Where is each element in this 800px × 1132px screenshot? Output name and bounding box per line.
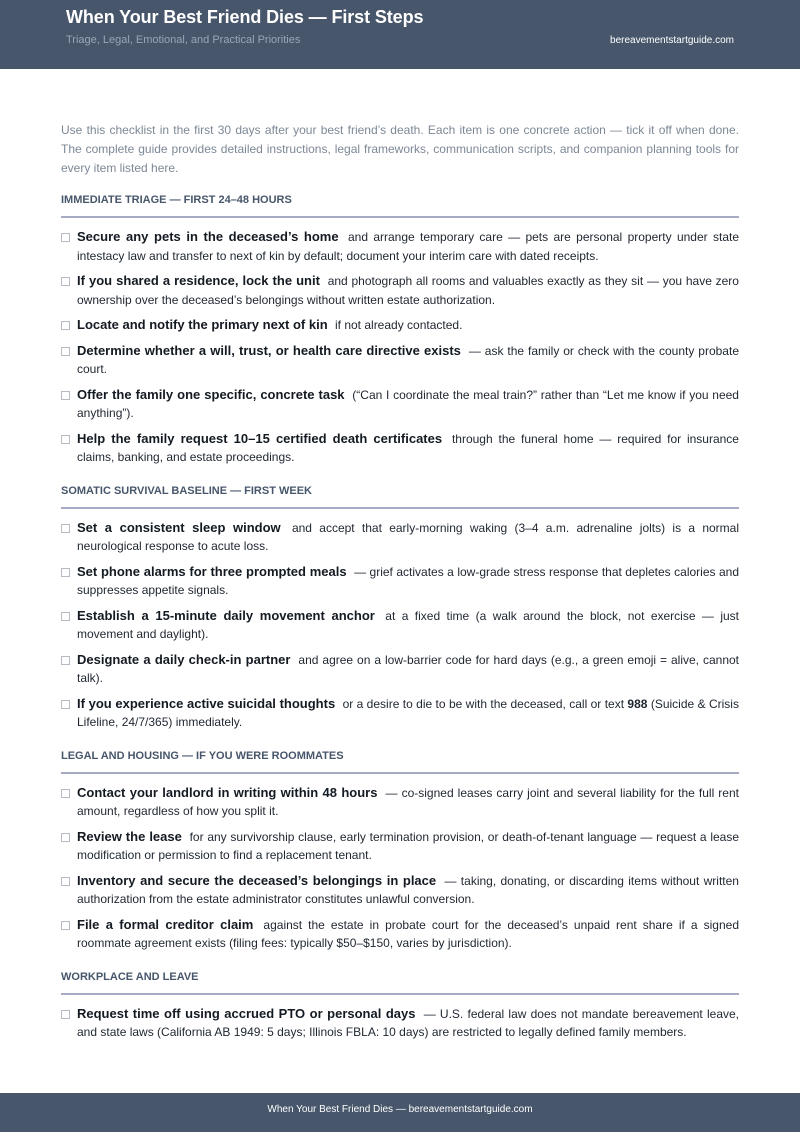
site-link[interactable]: bereavementstartguide.com xyxy=(610,35,734,46)
item-text: against the estate in probate court for the deceased’s unpaid rent share if a signed roommate agreement exists (filing fees: typically $50–$150, varies by jurisdiction). xyxy=(77,917,739,950)
item-title: Determine whether a will, trust, or health care directive exists xyxy=(77,342,461,358)
item-title: Offer the family one specific, concrete task xyxy=(77,386,345,402)
checklist-item xyxy=(61,916,739,953)
item-title: Request time off using accrued PTO or personal days xyxy=(77,1005,416,1021)
checkbox[interactable] xyxy=(61,700,70,709)
checklist-item xyxy=(61,563,739,600)
checkbox[interactable] xyxy=(61,789,70,798)
item-title: Contact your landlord in writing within 48 hours xyxy=(77,784,378,800)
section-legal-housing xyxy=(61,750,739,953)
checkbox[interactable] xyxy=(61,391,70,400)
item-title: Locate and notify the primary next of kin xyxy=(77,317,328,332)
checklist-item xyxy=(61,651,739,688)
checkbox[interactable] xyxy=(61,877,70,886)
item-title: Inventory and secure the deceased’s belongings in place xyxy=(77,872,437,888)
item-text: (“Can I coordinate the meal train?” rather than “Let me know if you need anything”). xyxy=(77,387,739,420)
item-text: — U.S. federal law does not mandate bereavement leave, and state laws (California AB 1949: 5 days; Illinois FBLA: 10 days) are restricted to legally defined family members. xyxy=(77,1006,739,1039)
checkbox[interactable] xyxy=(61,233,70,242)
item-title: Review the lease xyxy=(77,828,182,844)
item-text: if not already contacted. xyxy=(335,318,463,332)
page-footer xyxy=(0,1093,800,1132)
item-title: File a formal creditor claim xyxy=(77,916,254,932)
item-text: at a fixed time (a walk around the block, not exercise — just movement and daylight). xyxy=(77,608,739,641)
page-subtitle: Triage, Legal, Emotional, and Practical Priorities xyxy=(66,34,301,46)
checklist-item xyxy=(61,342,739,379)
checkbox[interactable] xyxy=(61,921,70,930)
section-heading: LEGAL AND HOUSING — IF YOU WERE ROOMMATES xyxy=(61,750,739,774)
item-text: — grief activates a low-grade stress response that depletes calories and suppresses appetite signals. xyxy=(77,564,739,597)
item-title: If you experience active suicidal thoughts xyxy=(77,695,336,711)
item-text-continued: (Suicide & Crisis Lifeline, 24/7/365) immediately. xyxy=(77,696,739,729)
item-text: — taking, donating, or discarding items without written authorization from the estate administrator constitutes unlawful conversion. xyxy=(77,873,739,906)
item-text: through the funeral home — required for insurance claims, banking, and estate proceedings. xyxy=(77,431,739,464)
checkbox[interactable] xyxy=(61,435,70,444)
section-workplace-leave xyxy=(61,971,739,1042)
checklist-item xyxy=(61,828,739,865)
item-text: — co-signed leases carry joint and several liability for the full rent amount, regardless of how you split it. xyxy=(77,785,739,818)
checkbox[interactable] xyxy=(61,524,70,533)
item-title: Secure any pets in the deceased’s home xyxy=(77,229,339,244)
item-title: Set phone alarms for three prompted meals xyxy=(77,563,347,579)
checklist-item xyxy=(61,519,739,556)
section-immediate-triage xyxy=(61,194,739,467)
item-title: Establish a 15-minute daily movement anchor xyxy=(77,607,375,623)
item-title: Designate a daily check-in partner xyxy=(77,651,291,667)
checkbox[interactable] xyxy=(61,1010,70,1019)
page-title: When Your Best Friend Dies — First Steps xyxy=(66,7,424,27)
checklist-item xyxy=(61,1005,739,1042)
item-text: or a desire to die to be with the deceased, call or text xyxy=(342,696,625,711)
checkbox[interactable] xyxy=(61,347,70,356)
intro-text: Use this checklist in the first 30 days after your best friend’s death. Each item is one concrete action — tick it off when done. The complete guide provides detailed instructions, legal frameworks, communication scripts, and companion planning tools for every item listed here. xyxy=(61,123,739,175)
checklist-item xyxy=(61,228,739,265)
checkbox[interactable] xyxy=(61,656,70,665)
item-text: — ask the family or check with the county probate court. xyxy=(77,343,739,376)
checklist-item xyxy=(61,607,739,644)
item-text: and agree on a low-barrier code for hard days (e.g., a green emoji = alive, cannot talk). xyxy=(77,652,739,685)
section-heading: SOMATIC SURVIVAL BASELINE — FIRST WEEK xyxy=(61,485,739,509)
page-header xyxy=(0,0,800,69)
checklist-item xyxy=(61,386,739,423)
checklist-content xyxy=(61,121,739,1060)
checklist-item xyxy=(61,272,739,309)
item-title: Help the family request 10–15 certified death certificates xyxy=(77,430,443,446)
checkbox[interactable] xyxy=(61,612,70,621)
section-heading: IMMEDIATE TRIAGE — FIRST 24–48 HOURS xyxy=(61,194,739,218)
item-text: and accept that early-morning waking (3–4 a.m. adrenaline jolts) is a normal neurological response to acute loss. xyxy=(77,520,739,553)
item-title: Set a consistent sleep window xyxy=(77,519,281,535)
section-somatic-baseline xyxy=(61,485,739,732)
crisis-hotline-number: 988 xyxy=(627,696,648,711)
checkbox[interactable] xyxy=(61,321,70,330)
checklist-item xyxy=(61,316,739,335)
item-title: If you shared a residence, lock the unit xyxy=(77,273,320,288)
item-text: and photograph all rooms and valuables exactly as they sit — you have zero ownership over the deceased’s belongings without written estate authorization. xyxy=(77,274,739,307)
checklist-item xyxy=(61,695,739,732)
item-text: for any survivorship clause, early termination provision, or death-of-tenant language — request a lease modification or permission to find a replacement tenant. xyxy=(77,829,740,862)
checkbox[interactable] xyxy=(61,277,70,286)
checklist-item xyxy=(61,430,739,467)
checklist-item xyxy=(61,784,739,821)
footer-text: When Your Best Friend Dies — bereavementstartguide.com xyxy=(267,1104,533,1115)
checkbox[interactable] xyxy=(61,833,70,842)
section-heading: WORKPLACE AND LEAVE xyxy=(61,971,739,995)
checkbox[interactable] xyxy=(61,568,70,577)
item-text: and arrange temporary care — pets are personal property under state intestacy law and transfer to next of kin by default; document your interim care with dated receipts. xyxy=(77,230,739,263)
checklist-item xyxy=(61,872,739,909)
